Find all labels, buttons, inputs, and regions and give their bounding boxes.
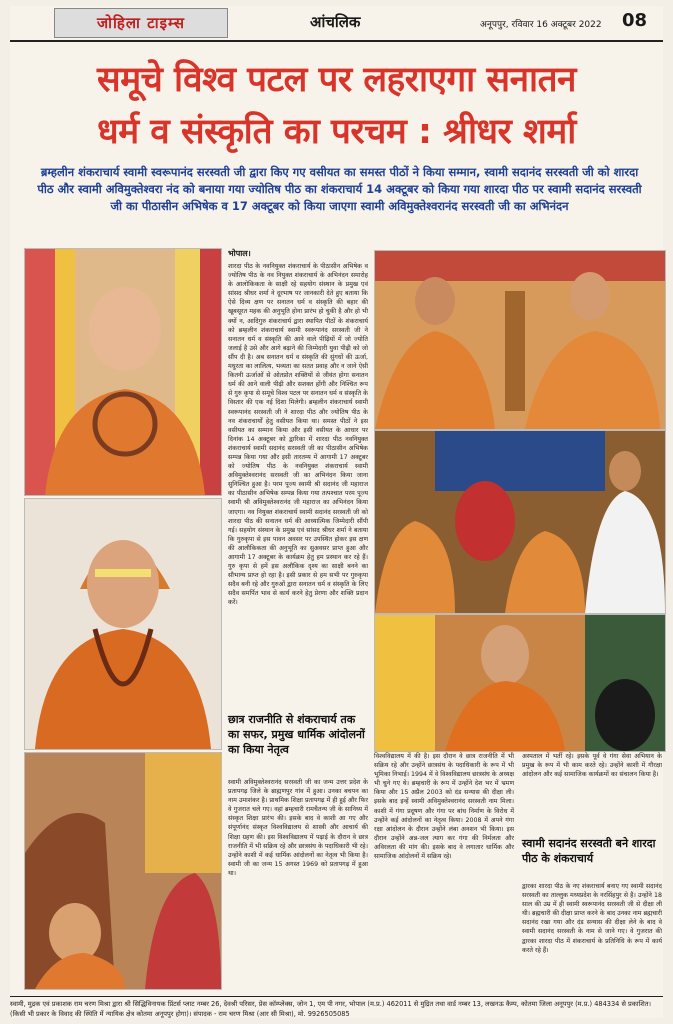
- photo-two-seers-seated: [374, 250, 666, 430]
- subheadline: ब्रम्हलीन शंकराचार्य स्वामी स्वरूपानंद सरस्वती जी द्वारा किए गए वसीयत का समस्त पीठों ने किया सम्मान, स्वामी सदानंद सरस्वती जी को शारदा पीठ और स्वामी अविमुक्तेश्वरा नंद को बनाया गया ज्योतिष पीठ का शंकराचार्य 14 अक्टूबर को किया गया शारदा पीठ पर स्वामी सदानंद सरस्वती जी का पीठासीन अभिषेक व 17 अक्टूबर को किया जाएगा स्वामी अविमुक्तेश्वरानंद सरस्वती जी का अभिनंदन: [37, 165, 642, 213]
- page-header: [10, 6, 663, 42]
- article-column-1b: स्वामी अविमुक्तेश्वरानंद सरस्वती जी का जन्म उत्तर प्रदेश के प्रतापगढ़ जिले के ब्राह्मणपुर गांव में हुआ। उनका बचपन का नाम उमाशंकर है। प्राथमिक शिक्षा प्रतापगढ़ में ही हुई और फिर वे गुजरात चले गए। वहां ब्रम्हचारी रामचैतन्य जी के सानिध्य में संस्कृत शिक्षा प्रारंभ की। इसके बाद वे काशी आ गए और संपूर्णानंद संस्कृत विश्वविद्यालय से शास्त्री और आचार्य की शिक्षा ग्रहण की। इस विश्वविद्यालय में पढ़ाई के दौरान वे छात्र राजनीति में भी सक्रिय रहे और छात्रसंघ के पदाधिकारी भी रहे। उन्होंने काशी में कई धार्मिक आंदोलनों का नेतृत्व भी किया है। स्वामी जी का जन्म 15 अगस्त 1969 को प्रतापगढ़ में हुआ था।: [228, 779, 368, 877]
- imprint-footer: स्वामी, मुद्रक एवं प्रकाशक राम चरण मिश्रा द्वारा श्री सिद्धिविनायक प्रिंटर्स प्लाट नम्बर 26, देवश्री परिसर, प्रेस कॉम्प्लेक्स, जोन 1, एम पी नगर, भोपाल (म.प्र.) 462011 से मुद्रित तथा वार्ड नम्बर 13, लखनऊ कैम्प, कोतमा जिला अनूपपुर (म.प्र.) 484334 से प्रकाशित। (किसी भी प्रकार के विवाद की स्थिति में न्यायिक क्षेत्र कोतमा अनूपपुर होगा)। संपादक - राम चरण मिश्रा (आर सी मिश्रा), मो. 9926505085: [10, 996, 663, 1019]
- article-location: भोपाल।: [228, 249, 251, 258]
- page-number: 08: [622, 10, 648, 31]
- photo-seer-portrait-garlands: [24, 248, 222, 496]
- subheading-sadanand: स्वामी सदानंद सरस्वती बने शारदा पीठ के शंकराचार्य: [522, 837, 656, 865]
- masthead-text: जोहिला टाइम्स: [97, 14, 185, 32]
- article-column-2: विश्वविद्यालय में की है। इस दौरान वे छात्र राजनीति में भी सक्रिय रहे और उन्होंने छात्रसंघ के पदाधिकारी के रूप में भी भूमिका निभाई। 1994 में वे विश्वविद्यालय छात्रसंघ के अध्यक्ष भी चुने गए थे। ब्रम्हचारी के रूप में उन्होंने देश भर में भ्रमण किया और 15 अप्रैल 2003 को दंड सन्यास की दीक्षा ली। इसके बाद इन्हें स्वामी अविमुक्तेश्वरानंद सरस्वती नाम मिला। काशी में गंगा प्रदूषण और गंगा पर बांध निर्माण के विरोध में उन्होंने कई आंदोलनों का नेतृत्व किया। 2008 में अपने गंगा रक्षा आंदोलन के दौरान उन्होंने लंबा अनशन भी किया। इस दौरान उन्होंने अन्न-जल त्याग कर गंगा की निर्मलता और अविरलता की मांग की। इसके बाद वे लगातार धार्मिक और सामाजिक आंदोलनों में सक्रिय रहे।: [374, 753, 514, 861]
- photo-stage-ceremony: [374, 430, 666, 614]
- photo-seer-with-garlands: [374, 614, 666, 752]
- article-column-3: अस्पताल में भर्ती रहे। इसके पूर्व वे गंगा सेवा अभियान के प्रमुख के रूप में भी काम करते रहे। उन्होंने काशी में गौरक्षा आंदोलन और कई सामाजिक कार्यक्रमों का संचालन किया है।: [522, 753, 662, 779]
- section-name: आंचलिक: [310, 13, 361, 31]
- headline-line1: समूचे विश्व पटल पर लहराएगा सनातन: [97, 60, 576, 100]
- photo-shankaracharya-portrait: [24, 498, 222, 750]
- subheading-student-politics: छात्र राजनीति से शंकराचार्य तक का सफर, प्रमुख धार्मिक आंदोलनों का किया नेतृत्व: [228, 713, 365, 756]
- article-column-1: शारदा पीठ के नवनियुक्त शंकराचार्य के पीठासीन अभिषेक व ज्योतिष पीठ के नव नियुक्त शंकराचार्य के अभिनंदन समारोह के आलोकिकता के साक्षी रहे सहयोग संस्थान के प्रमुख एवं सांसद श्रीधर शर्मा ने दूरभाष पर जानकारी देते हुए बताया कि ऐसे दिव्य क्षण पर सनातन धर्म व संस्कृति की बहार की खूबसूरत महक की अनुभूति होना प्रारंभ हो चुकी है और हो भी क्यों न, आदिगुरु शंकराचार्य द्वारा स्थापित पीठों के शंकराचार्य को ब्रम्हलीन शंकराचार्य स्वामी स्वरूपानंद सरस्वती जी ने सनातन धर्म व संस्कृति की आने वाले पीढ़ियों में जो ज्योति जलाई है उसे और आगे बढ़ाने की जिम्मेदारी युवा पीढ़ी को जो सौंप दी है। अब सनातन धर्म व संस्कृति की सुंगधों की ऊर्जा, मधुरता का लालित्य, भव्यता का सतत प्रवाह और न जाने ऐसी कितनी ऊर्जाओं से ओतप्रोत शक्तियों से जीवंत होगा सनातन धर्म की आने वाली पीढ़ी और सशक्त होंगी और निश्चित रूप से गुरु कृपा से समूचे विश्व पटल पर सनातन धर्म व संस्कृति के विस्तार की एक नई दिशा मिलेगी। ब्रम्हलीन शंकराचार्य स्वामी स्वरूपानंद सरस्वती जी ने शारदा पीठ और ज्योतिष पीठ के नव शंकराचार्यों हेतु वसीयत किया था। समस्त पीठों ने इस वसीयत का सम्मान किया और इसी वसीयत के आधार पर दिनांक 14 अक्टूबर को द्वारिका में शारदा पीठ नवनियुक्त शंकराचार्य स्वामी सदानंद सरस्वती जी का पीठासीन अभिषेक सम्पन्न किया गया और इसी तारतम्य में आगामी 17 अक्टूबर को ज्योतिष पीठ के नवनियुक्त शंकराचार्य स्वामी अविमुक्तेश्वरानंद सरस्वती जी का अभिनंदन किया जाना सुनिश्चित हुआ है। परम पूज्य स्वामी श्री सदानंद जी महाराज का पीठासीन अभिषेक सम्पन्न किया गया तत्पश्चात परम पूज्य स्वामी श्री अविमुक्तेश्वरानंद जी महाराज का अभिनंदन किया जाएगा। नव नियुक्त शंकराचार्य स्वामी सदानंद सरस्वती जी को शारदा पीठ की सनातन धर्म की आध्यात्मिक जिम्मेदारी सौंपी गई। सहयोग संस्थान के प्रमुख एवं सांसद श्रीधर शर्मा ने बताया कि गुरुकृपा से इस पावन अवसर पर उपस्थित होकर इस क्षण की आलौकिकता की अनुभूति का सुअवसर प्राप्त हुआ और आगामी 17 अक्टूबर के कार्यक्रम हेतु हम प्रस्थान कर रहे हैं। गुरु कृपा से हमें इस अलौकिक दृश्य का साक्षी बनने का सौभाग्य प्राप्त हो रहा है। इसी प्रकार से हम सभी पर गुरुकृपा सदैव बनी रहे और गुरुओं द्वारा सनातन धर्म व संस्कृति के लिए सदैव समर्पित भाव से कार्य करने हेतु प्रेरणा और शक्ति प्रदान करें।: [228, 263, 368, 607]
- headline-line2: धर्म व संस्कृति का परचम : श्रीधर शर्मा: [97, 112, 576, 152]
- dateline: अनूपपुर, रविवार 16 अक्टूबर 2022: [480, 20, 602, 30]
- masthead-logo: [54, 8, 228, 38]
- photo-ritual-abhishek: [24, 752, 222, 990]
- article-column-3b: द्वारका शारदा पीठ के नए शंकराचार्य बनाए गए स्वामी सदानंद सरस्वती का ताल्लुक मध्यप्रदेश के नरसिंहपुर से है। उन्होंने 18 साल की उम्र में ही स्वामी स्वरूपानंद सरस्वती जी से दीक्षा ली थी। ब्रह्मचारी की दीक्षा प्राप्त करने के बाद उनका नाम ब्रह्मचारी सदानंद रखा गया और दंड सन्यास की दीक्षा लेने के बाद वे स्वामी सदानंद सरस्वती के नाम से जाने गए। वे गुजरात की द्वारका शारदा पीठ में शंकराचार्य के प्रतिनिधि के रूप में कार्य करते रहे हैं।: [522, 883, 662, 954]
- newspaper-page: [10, 6, 663, 1018]
- headline: [10, 54, 663, 158]
